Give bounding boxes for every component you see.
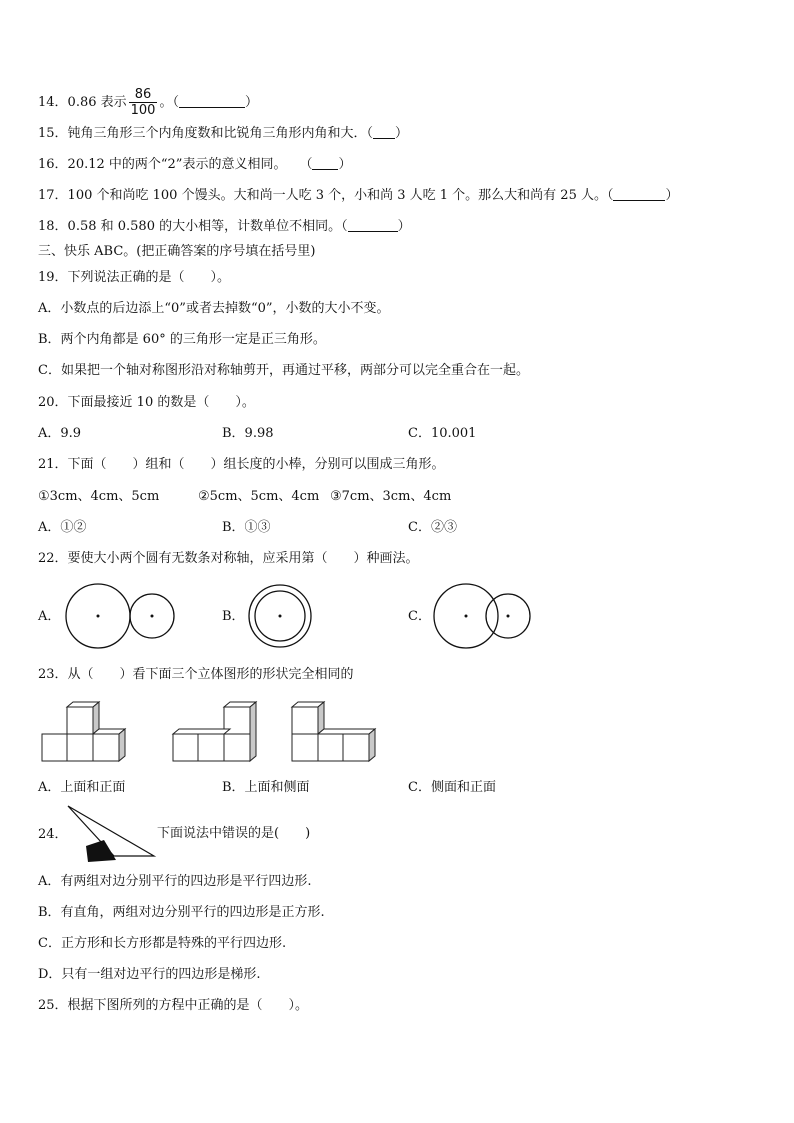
q14-prefix: 14．0.86 表示 [38, 95, 127, 110]
q18-text: 18．0.58 和 0.580 的大小相等，计数单位不相同。（ [38, 219, 348, 234]
q23-option-a[interactable]: A．上面和正面 [38, 780, 126, 795]
q23-solid-figure-2 [173, 702, 263, 764]
q24-figure-triangle-quadrilateral [66, 804, 158, 866]
center-dot [151, 615, 154, 618]
fraction-86-100 [129, 87, 158, 118]
question-14 [38, 87, 258, 118]
q15-close: ） [395, 126, 409, 141]
q16-text: 16．20.12 中的两个“2”表示的意义相同。 （ [38, 157, 313, 172]
center-dot [97, 615, 100, 618]
q23-solid-figure-1 [42, 702, 132, 764]
q15-text: 15．钝角三角形三个内角度数和比锐角三角形内角和大．（ [38, 126, 374, 141]
q19-option-a[interactable]: A．小数点的后边添上“0”或者去掉数“0”，小数的大小不变。 [38, 301, 390, 316]
q23-solid-figure-3 [292, 702, 382, 764]
fraction-numerator: 86 [129, 87, 158, 103]
q24-option-c[interactable]: C．正方形和长方形都是特殊的平行四边形. [38, 936, 287, 951]
q22-figure-c-circles [430, 580, 540, 652]
q19-option-b[interactable]: B．两个内角都是 60° 的三角形一定是正三角形。 [38, 332, 326, 347]
q22-option-b[interactable]: B． [222, 609, 245, 624]
q17-text: 17．100 个和尚吃 100 个馒头。大和尚一人吃 3 个，小和尚 3 人吃 1 个。那么大和尚有 25 人。（ [38, 188, 614, 203]
q21-option-b[interactable]: B．①③ [222, 520, 271, 535]
question-16 [38, 155, 351, 174]
question-19-stem: 19．下列说法正确的是（ ）。 [38, 270, 231, 285]
q22-option-c[interactable]: C． [408, 609, 431, 624]
q21-group-3: ③7cm、3cm、4cm [330, 489, 452, 504]
center-dot [465, 615, 468, 618]
question-22-stem: 22．要使大小两个圆有无数条对称轴，应采用第（ ）种画法。 [38, 551, 419, 566]
q19-option-c[interactable]: C．如果把一个轴对称图形沿对称轴剪开，再通过平移，两部分可以完全重合在一起。 [38, 363, 529, 378]
q16-close: ） [338, 157, 352, 172]
fraction-denominator: 100 [130, 103, 156, 118]
q24-option-b[interactable]: B．有直角，两组对边分别平行的四边形是正方形. [38, 905, 325, 920]
question-21-stem: 21．下面（ ）组和（ ）组长度的小棒，分别可以围成三角形。 [38, 457, 445, 472]
q20-option-b[interactable]: B．9.98 [222, 426, 274, 441]
q21-group-1: ①3cm、4cm、5cm [38, 489, 160, 504]
center-dot [507, 615, 510, 618]
q22-figure-a-circles [60, 580, 180, 650]
question-15 [38, 124, 408, 143]
triangle-outline [68, 806, 154, 856]
question-24-stem: 下面说法中错误的是( ) [157, 826, 311, 841]
q14-close: ） [244, 95, 258, 110]
answer-blank-15[interactable] [373, 124, 395, 139]
q23-option-c[interactable]: C．侧面和正面 [408, 780, 496, 795]
q17-close: ） [665, 188, 679, 203]
q21-group-2: ②5cm、5cm、4cm [198, 489, 320, 504]
answer-blank-17[interactable] [613, 186, 665, 201]
answer-blank-14[interactable] [179, 93, 245, 108]
q24-option-d[interactable]: D．只有一组对边平行的四边形是梯形. [38, 967, 261, 982]
question-20-stem: 20．下面最接近 10 的数是（ ）。 [38, 395, 255, 410]
q18-close: ） [397, 219, 411, 234]
answer-blank-16[interactable] [312, 155, 338, 170]
q22-figure-b-circles [244, 580, 316, 652]
question-17 [38, 186, 679, 205]
question-18 [38, 217, 411, 236]
q22-option-a[interactable]: A． [38, 609, 61, 624]
question-25-stem: 25．根据下图所列的方程中正确的是（ ）。 [38, 998, 309, 1013]
black-quadrilateral [86, 840, 116, 862]
q21-option-a[interactable]: A．①② [38, 520, 87, 535]
q14-suffix: 。（ [159, 95, 179, 110]
q20-option-c[interactable]: C．10.001 [408, 426, 477, 441]
question-23-stem: 23．从（ ）看下面三个立体图形的形状完全相同的 [38, 667, 354, 682]
answer-blank-18[interactable] [348, 217, 398, 232]
q21-option-c[interactable]: C．②③ [408, 520, 457, 535]
question-24-number: 24． [38, 827, 68, 842]
q20-option-a[interactable]: A．9.9 [38, 426, 82, 441]
section-heading-3: 三、快乐 ABC。(把正确答案的序号填在括号里) [38, 244, 316, 259]
center-dot [279, 615, 282, 618]
q23-option-b[interactable]: B．上面和侧面 [222, 780, 310, 795]
q24-option-a[interactable]: A．有两组对边分别平行的四边形是平行四边形. [38, 874, 312, 889]
